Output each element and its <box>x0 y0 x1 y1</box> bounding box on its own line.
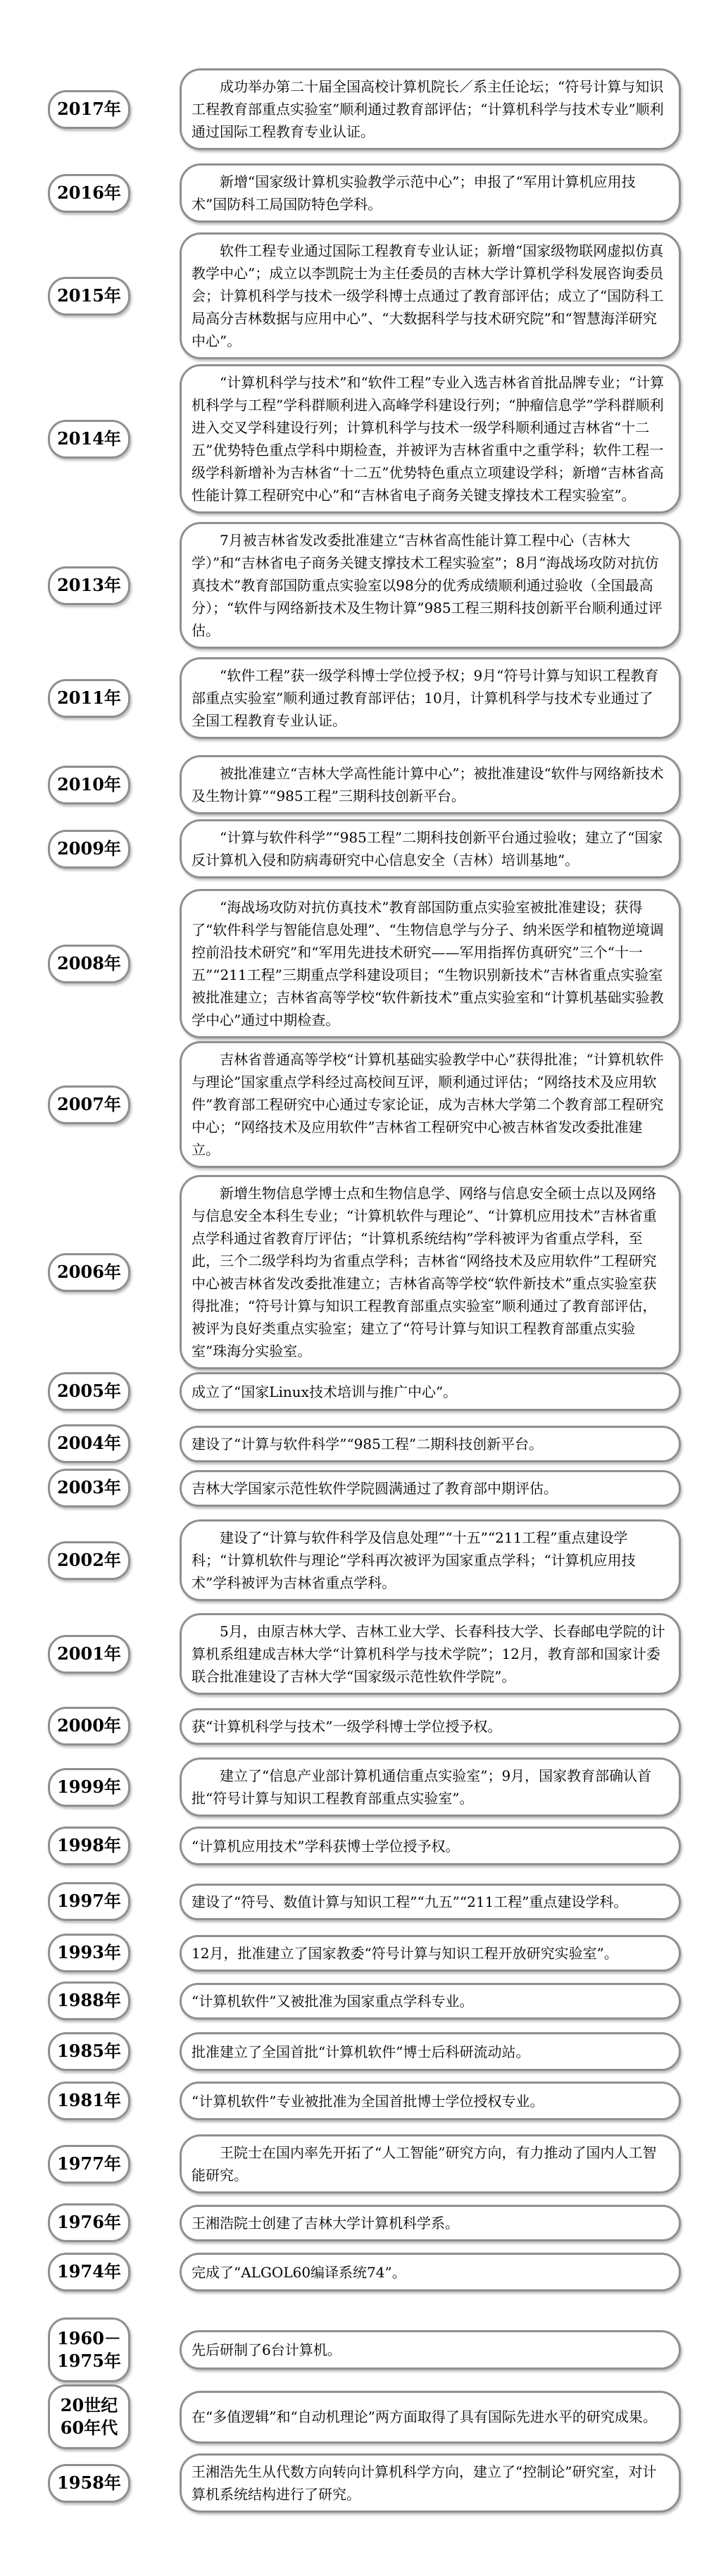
event-text: “计算机应用技术”学科获博士学位授予权。 <box>192 1837 460 1855</box>
event-text: “海战场攻防对抗仿真技术”教育部国防重点实验室被批准建设；获得了“软件科学与智能信息处理”、“生物信息学与分子、纳米医学和植物逆境调控前沿技术研究”和“军用先进技术研究——军用指挥仿真研究”三个“十一五”“211工程”三期重点学科建设项目；“生物识别新技术”吉林省重点实验室被批准建立；吉林省高等学校“软件新技术”重点实验室和“计算机基础实验教学中心”通过中期检查。 <box>192 899 664 1028</box>
event-text: 新增“国家级计算机实验教学示范中心”；申报了“军用计算机应用技术”国防科工局国防特色学科。 <box>192 173 636 213</box>
year-badge: 1998年 <box>48 1827 130 1865</box>
event-text: 吉林省普通高等学校“计算机基础实验教学中心”获得批准；“计算机软件与理论”国家重点学科经过高校间互评，顺利通过评估；“网络技术及应用软件”教育部工程研究中心通过专家论证，成为吉林大学第二个教育部工程研究中心；“网络技术及应用软件”吉林省工程研究中心被吉林省发改委批准建立。 <box>192 1051 664 1158</box>
timeline-entry <box>0 2203 721 2242</box>
event-box <box>180 522 681 649</box>
year-badge: 2001年 <box>48 1635 130 1674</box>
timeline-entry <box>0 2317 721 2382</box>
timeline-entry <box>0 1469 721 1507</box>
year-badge: 2015年 <box>48 277 130 316</box>
event-box <box>180 2253 681 2291</box>
event-box <box>180 68 681 150</box>
year-badge: 1985年 <box>48 2032 130 2071</box>
event-box <box>180 657 681 739</box>
year-badge: 1974年 <box>48 2253 130 2291</box>
event-text: 成立了“国家Linux技术培训与推广中心”。 <box>192 1383 458 1400</box>
timeline-entry <box>0 1175 721 1369</box>
year-badge: 2011年 <box>48 679 130 718</box>
timeline-entry <box>0 1934 721 1972</box>
timeline-entry <box>0 1041 721 1168</box>
event-text: 7月被吉林省发改委批准建立“吉林省高性能计算工程中心（吉林大学）”和“吉林省电子商务关键支撑技术工程实验室”；8月“海战场攻防对抗仿真技术”教育部国防重点实验室以98分的优秀成绩顺利通过验收（全国最高分）；“软件与网络新技术及生物计算”985工程三期科技创新平台顺利通过评估。 <box>192 532 663 639</box>
event-box <box>180 819 681 878</box>
year-badge: 1993年 <box>48 1934 130 1972</box>
timeline-entry <box>0 2253 721 2291</box>
event-text: 王湘浩先生从代数方向转向计算机科学方向，建立了“控制论”研究室，对计算机系统结构进行了研究。 <box>192 2463 657 2503</box>
year-badge: 1977年 <box>48 2145 130 2184</box>
event-text: 先后研制了6台计算机。 <box>192 2341 341 2358</box>
timeline-entry <box>0 1757 721 1817</box>
year-badge: 2016年 <box>48 174 130 213</box>
year-badge: 1958年 <box>48 2464 130 2503</box>
year-badge: 1999年 <box>48 1768 130 1807</box>
event-text: 新增生物信息学博士点和生物信息学、网络与信息安全硕士点以及网络与信息安全本科生专业；“计算机软件与理论”、“计算机应用技术”吉林省重点学科通过省教育厅评估；“计算机系统结构”学科被评为省重点学科，至此，三个二级学科均为省重点学科；吉林省“网络技术及应用软件”工程研究中心被吉林省发改委批准建立；吉林省高等学校“软件新技术”重点实验室获得批准；“符号计算与知识工程教育部重点实验室”顺利通过了教育部评估，被评为良好类重点实验室；建立了“符号计算与知识工程教育部重点实验室”珠海分实验室。 <box>192 1185 657 1359</box>
event-text: “计算机软件”又被批准为国家重点学科专业。 <box>192 1992 474 2010</box>
event-text: 建立了“信息产业部计算机通信重点实验室”；9月，国家教育部确认首批“符号计算与知识工程教育部重点实验室”。 <box>192 1767 652 1807</box>
event-text: “计算机软件”专业被批准为全国首批博士学位授权专业。 <box>192 2092 544 2110</box>
event-text: 批准建立了全国首批“计算机软件”博士后科研流动站。 <box>192 2043 530 2060</box>
event-text: “计算机科学与技术”和“软件工程”专业入选吉林省首批品牌专业；“计算机科学与工程”学科群顺利进入高峰学科建设行列；“肿瘤信息学”学科群顺利进入交叉学科建设行列；计算机科学与技术一级学科顺利通过吉林省“十二五”优势特色重点学科中期检查，并被评为吉林省重中之重学科；软件工程一级学科新增补为吉林省“十二五”优势特色重点立项建设学科；新增“吉林省高性能计算工程研究中心”和“吉林省电子商务关键支撑技术工程实验室”。 <box>192 374 665 504</box>
year-badge: 2004年 <box>48 1424 130 1463</box>
timeline-entry <box>0 1827 721 1865</box>
year-badge: 1988年 <box>48 1981 130 2020</box>
event-box <box>180 1827 681 1865</box>
event-box <box>180 1519 681 1601</box>
event-text: 被批准建立“吉林大学高性能计算中心”；被批准建设“软件与网络新技术及生物计算”“985工程”三期科技创新平台。 <box>192 765 664 804</box>
event-text: 获“计算机科学与技术”一级学科博士学位授予权。 <box>192 1717 502 1735</box>
event-box <box>180 1884 681 1920</box>
timeline-entry <box>0 1707 721 1746</box>
timeline-entry <box>0 522 721 649</box>
year-badge: 1997年 <box>48 1882 130 1921</box>
event-box <box>180 1708 681 1745</box>
timeline-entry <box>0 2134 721 2194</box>
timeline-entry <box>0 755 721 814</box>
event-box <box>180 1613 681 1695</box>
event-box <box>180 2205 681 2241</box>
event-box <box>180 1426 681 1462</box>
timeline-entry <box>0 364 721 514</box>
year-badge: 2000年 <box>48 1707 130 1746</box>
timeline-entry <box>0 2453 721 2513</box>
timeline-entry <box>0 1981 721 2020</box>
year-badge: 2010年 <box>48 766 130 804</box>
event-box <box>180 2134 681 2194</box>
event-box <box>180 1175 681 1369</box>
event-box <box>180 1041 681 1168</box>
year-badge: 20世纪60年代 <box>48 2384 130 2449</box>
year-badge: 2013年 <box>48 566 130 605</box>
event-text: 王湘浩院士创建了吉林大学计算机科学系。 <box>192 2214 459 2232</box>
year-badge: 2009年 <box>48 830 130 869</box>
timeline-entry <box>0 657 721 739</box>
event-text: 12月，批准建立了国家教委“符号计算与知识工程开放研究实验室”。 <box>192 1944 618 1962</box>
event-box <box>180 1757 681 1817</box>
timeline-entry <box>0 1882 721 1921</box>
timeline-entry <box>0 2032 721 2071</box>
event-box <box>180 1935 681 1972</box>
year-badge: 2008年 <box>48 945 130 983</box>
event-text: 完成了“ALGOL60编译系统74”。 <box>192 2263 406 2281</box>
year-badge: 2007年 <box>48 1085 130 1124</box>
timeline-entry <box>0 1613 721 1695</box>
year-badge: 2002年 <box>48 1541 130 1580</box>
event-box <box>180 755 681 814</box>
event-box <box>180 364 681 514</box>
timeline-entry <box>0 819 721 878</box>
event-box <box>180 232 681 359</box>
year-badge: 2006年 <box>48 1253 130 1292</box>
event-box <box>180 163 681 223</box>
event-text: 建设了“计算与软件科学”“985工程”二期科技创新平台。 <box>192 1435 544 1452</box>
event-text: 软件工程专业通过国际工程教育专业认证；新增“国家级物联网虚拟仿真教学中心”；成立以李凯院士为主任委员的吉林大学计算机学科发展咨询委员会；计算机科学与技术一级学科博士点通过了教育部评估；成立了“国防科工局高分吉林数据与应用中心”、“大数据科学与技术研究院”和“智慧海洋研究中心”。 <box>192 242 664 349</box>
event-box <box>180 2032 681 2071</box>
timeline-entry <box>0 2082 721 2120</box>
event-box <box>180 889 681 1038</box>
event-text: “软件工程”获一级学科博士学位授予权；9月“符号计算与知识工程教育部重点实验室”顺利通过教育部评估；10月，计算机科学与技术专业通过了全国工程教育专业认证。 <box>192 667 659 729</box>
event-box <box>180 1372 681 1411</box>
timeline-entry <box>0 1372 721 1411</box>
event-box <box>180 2082 681 2120</box>
event-box <box>180 1470 681 1507</box>
year-badge: 2003年 <box>48 1469 130 1507</box>
year-badge: 2005年 <box>48 1372 130 1411</box>
event-text: 在“多值逻辑”和“自动机理论”两方面取得了具有国际先进水平的研究成果。 <box>192 2408 657 2425</box>
timeline-entry <box>0 1424 721 1463</box>
event-box <box>180 2391 681 2444</box>
event-box <box>180 2453 681 2513</box>
year-badge: 1981年 <box>48 2082 130 2120</box>
event-text: 成功举办第二十届全国高校计算机院长／系主任论坛；“符号计算与知识工程教育部重点实验室”顺利通过教育部评估；“计算机科学与技术专业”顺利通过国际工程教育专业认证。 <box>192 78 664 140</box>
year-badge: 2014年 <box>48 420 130 459</box>
year-badge: 1976年 <box>48 2203 130 2242</box>
year-badge: 2017年 <box>48 90 130 129</box>
event-text: “计算与软件科学”“985工程”二期科技创新平台通过验收；建立了“国家反计算机入侵和防病毒研究中心信息安全（吉林）培训基地”。 <box>192 829 663 869</box>
timeline-entry <box>0 2384 721 2449</box>
event-text: 5月，由原吉林大学、吉林工业大学、长春科技大学、长春邮电学院的计算机系组建成吉林大学“计算机科学与技术学院”；12月，教育部和国家计委联合批准建设了吉林大学“国家级示范性软件学院”。 <box>192 1623 665 1685</box>
timeline-entry <box>0 1519 721 1601</box>
event-text: 王院士在国内率先开拓了“人工智能”研究方向，有力推动了国内人工智能研究。 <box>192 2144 657 2184</box>
event-box <box>180 2330 681 2370</box>
event-text: 吉林大学国家示范性软件学院圆满通过了教育部中期评估。 <box>192 1479 558 1497</box>
timeline-entry <box>0 163 721 223</box>
year-badge: 1960－1975年 <box>48 2317 130 2382</box>
timeline-entry <box>0 68 721 150</box>
timeline-entry <box>0 232 721 359</box>
event-box <box>180 1983 681 2020</box>
timeline-entry <box>0 889 721 1038</box>
event-text: 建设了“符号、数值计算与知识工程”“九五”“211工程”重点建设学科。 <box>192 1893 628 1910</box>
event-text: 建设了“计算与软件科学及信息处理”“十五”“211工程”重点建设学科；“计算机软件与理论”学科再次被评为国家重点学科；“计算机应用技术”学科被评为吉林省重点学科。 <box>192 1529 636 1591</box>
